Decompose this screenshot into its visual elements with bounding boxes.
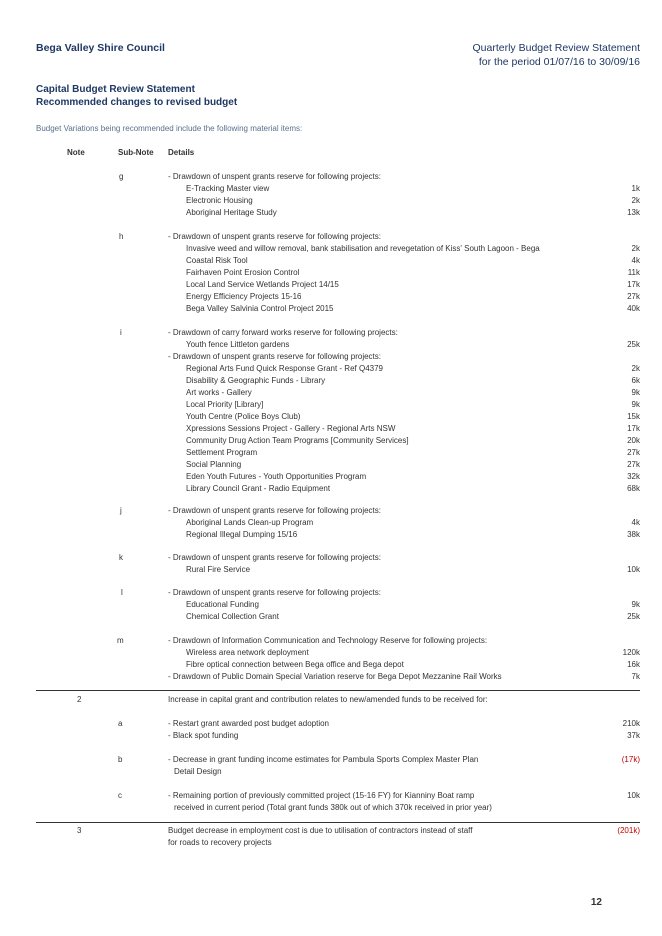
list-item: Youth Centre (Police Boys Club) [186,412,301,421]
note-2b-line-2: Detail Design [174,767,222,776]
subnote-m: m [117,636,124,645]
subnote-a: a [118,719,123,728]
list-item-amount: 27k [627,292,640,301]
list-item: Fibre optical connection between Bega office and Bega depot [186,660,404,669]
list-item: Community Drug Action Team Programs [Community Services] [186,436,409,445]
m-description-2-amount: 7k [631,672,640,681]
list-item-amount: 68k [627,484,640,493]
list-item: Fairhaven Point Erosion Control [186,268,300,277]
list-item-amount: 20k [627,436,640,445]
section-divider [36,822,640,823]
list-item-amount: 32k [627,472,640,481]
note-2b-amount: (17k) [621,755,640,764]
list-item: Energy Efficiency Projects 15-16 [186,292,302,301]
list-item-amount: 120k [622,648,640,657]
list-item-amount: 15k [627,412,640,421]
col-subnote-header: Sub-Note [118,148,154,157]
list-item-amount: 2k [631,196,640,205]
note-2a-line-1: - Restart grant awarded post budget adoption [168,719,329,728]
subnote-c: c [118,791,122,800]
list-item: Youth fence Littleton gardens [186,340,290,349]
list-item: Library Council Grant - Radio Equipment [186,484,331,493]
note-2-description: Increase in capital grant and contribution relates to new/amended funds to be received for: [168,695,488,704]
note-2b-line-1: - Decrease in grant funding income estimates for Pambula Sports Complex Master Plan [168,755,479,764]
list-item: Invasive weed and willow removal, bank stabilisation and revegetation of Kiss' South Lagoon - Bega [186,244,540,253]
subnote-k: k [119,553,123,562]
subnote-g: g [119,172,124,181]
list-item-amount: 10k [627,565,640,574]
intro-text: Budget Variations being recommended include the following material items: [36,124,303,133]
note-2a-amount-2: 37k [627,731,640,740]
list-item: E-Tracking Master view [186,184,270,193]
list-item: Local Land Service Wetlands Project 14/15 [186,280,339,289]
list-item: Eden Youth Futures - Youth Opportunities Program [186,472,367,481]
list-item: Rural Fire Service [186,565,251,574]
subnote-i: i [120,328,122,337]
list-item: Aboriginal Heritage Study [186,208,277,217]
list-item: Chemical Collection Grant [186,612,279,621]
list-item-amount: 2k [631,364,640,373]
m-description-1: - Drawdown of Information Communication and Technology Reserve for following projects: [168,636,488,645]
list-item: Xpressions Sessions Project - Gallery - Regional Arts NSW [186,424,396,433]
note-2a-amount-1: 210k [622,719,640,728]
list-item: Aboriginal Lands Clean-up Program [186,518,314,527]
i-description-2: - Drawdown of unspent grants reserve for following projects: [168,352,381,361]
list-item: Bega Valley Salvinia Control Project 2015 [186,304,334,313]
page-number: 12 [590,897,602,908]
list-item-amount: 27k [627,460,640,469]
subnote-j: j [120,506,122,515]
list-item: Art works - Gallery [186,388,252,397]
list-item-amount: 4k [631,256,640,265]
m-description-2: - Drawdown of Public Domain Special Variation reserve for Bega Depot Mezzanine Rail Works [168,672,502,681]
k-description: - Drawdown of unspent grants reserve for following projects: [168,553,381,562]
subnote-l: l [121,588,123,597]
note-3-line-2: for roads to recovery projects [168,838,272,847]
list-item-amount: 27k [627,448,640,457]
note-3-amount: (201k) [617,826,640,835]
list-item: Settlement Program [186,448,258,457]
i-description-1: - Drawdown of carry forward works reserve for following projects: [168,328,398,337]
list-item-amount: 4k [631,518,640,527]
list-item: Educational Funding [186,600,259,609]
list-item: Electronic Housing [186,196,253,205]
list-item-amount: 13k [627,208,640,217]
list-item-amount: 2k [631,244,640,253]
list-item-amount: 17k [627,424,640,433]
list-item-amount: 17k [627,280,640,289]
note-2c-line-2: received in current period (Total grant funds 380k out of which 370k received in prior year) [174,803,492,812]
note-2c-amount: 10k [627,791,640,800]
col-note-header: Note [67,148,85,157]
note-3-line-1: Budget decrease in employment cost is due to utilisation of contractors instead of staff [168,826,473,835]
col-details-header: Details [168,148,195,157]
list-item: Regional Arts Fund Quick Response Grant - Ref Q4379 [186,364,383,373]
statement-title: Quarterly Budget Review Statement [472,42,640,54]
list-item-amount: 25k [627,340,640,349]
section-subtitle: Recommended changes to revised budget [36,97,238,108]
subnote-b: b [118,755,123,764]
list-item-amount: 9k [631,600,640,609]
list-item: Social Planning [186,460,242,469]
subnote-h: h [119,232,124,241]
list-item-amount: 25k [627,612,640,621]
section-title: Capital Budget Review Statement [36,84,195,95]
list-item: Disability & Geographic Funds - Library [186,376,326,385]
note-2c-line-1: - Remaining portion of previously committed project (15-16 FY) for Kianniny Boat ramp [168,791,475,800]
list-item-amount: 1k [631,184,640,193]
list-item-amount: 9k [631,388,640,397]
statement-period: for the period 01/07/16 to 30/09/16 [478,56,640,68]
list-item: Local Priority [Library] [186,400,264,409]
list-item-amount: 38k [627,530,640,539]
list-item: Wireless area network deployment [186,648,309,657]
list-item-amount: 9k [631,400,640,409]
l-description: - Drawdown of unspent grants reserve for following projects: [168,588,381,597]
list-item: Regional Illegal Dumping 15/16 [186,530,298,539]
note-3-number: 3 [77,826,82,835]
j-description: - Drawdown of unspent grants reserve for following projects: [168,506,381,515]
list-item: Coastal Risk Tool [186,256,248,265]
list-item-amount: 16k [627,660,640,669]
council-name: Bega Valley Shire Council [36,42,165,54]
list-item-amount: 6k [631,376,640,385]
g-description: - Drawdown of unspent grants reserve for following projects: [168,172,381,181]
list-item-amount: 11k [627,268,640,277]
list-item-amount: 40k [627,304,640,313]
note-2-number: 2 [77,695,82,704]
h-description: - Drawdown of unspent grants reserve for following projects: [168,232,381,241]
section-divider [36,690,640,691]
note-2a-line-2: - Black spot funding [168,731,239,740]
